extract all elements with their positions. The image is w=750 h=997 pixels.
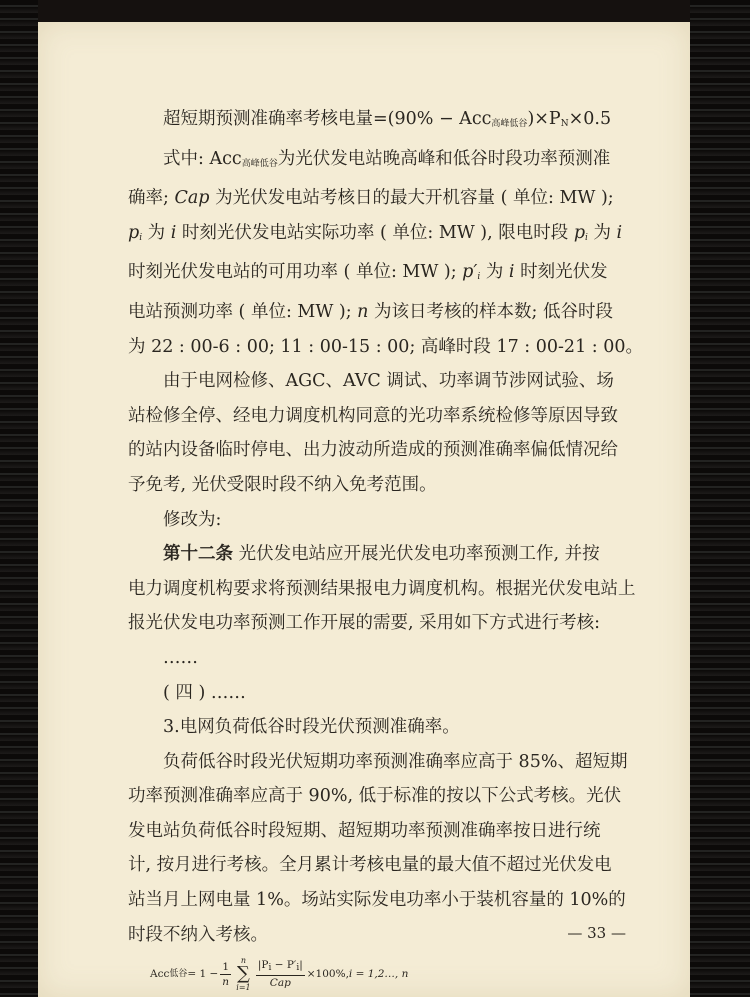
text: )×P [527,109,561,129]
text: 式中: Acc [163,148,242,169]
denominator: Cap [269,977,291,990]
text: 予免考, 光伏受限时段不纳入免考范围。 [128,474,437,495]
variable-n: n [357,301,369,322]
text: 报光伏发电功率预测工作开展的需要, 采用如下方式进行考核: [128,613,601,634]
text: 负荷低谷时段光伏短期功率预测准确率应高于 85%、超短期 [163,751,628,772]
text: 站检修全停、经电力调度机构同意的光功率系统检修等原因导致 [128,405,618,426]
scan-border-left [0,0,38,997]
text: 为光伏发电站晚高峰和低谷时段功率预测准 [277,148,611,169]
formula-eq: = 1 − [187,968,219,981]
paragraph-item-four [128,676,638,711]
text: 修改为: [163,509,222,530]
subscript: i [585,232,588,243]
text: 计, 按月进行考核。全月累计考核电量的最大值不超过光伏发电 [128,855,612,876]
denominator: n [222,975,230,988]
text: ( 四 ) …… [163,682,246,703]
scan-border-right [690,0,750,997]
paragraph-definitions [128,142,638,182]
text: 确率; [128,188,175,209]
paragraph-low-valley-rules-cont [128,779,638,952]
text: 时刻光伏发 [514,262,608,283]
paragraph-amend-heading [128,503,638,538]
variable-i: i [508,262,515,283]
formula-range: i = 1,2…, n [348,968,409,981]
text: 时刻光伏发电站实际功率 ( 单位: MW ), 限电时段 [176,222,574,243]
text: 3.电网负荷低谷时段光伏预测准确率。 [163,717,460,738]
subscript: i [296,963,300,974]
paragraph-exemptions [128,364,638,399]
text: 发电站负荷低谷时段短期、超短期功率预测准确率按日进行统 [128,820,601,841]
subscript: i [139,232,143,243]
subscript: 高峰低谷 [491,119,528,129]
text: 为 [142,222,171,243]
sum-upper: n [240,956,247,966]
sum-symbol: ∑ [237,963,250,985]
variable-p-prime: p′ [462,262,478,283]
text-time-periods: 为 22 : 00-6 : 00; 11 : 00-15 : 00; 高峰时段 17 : 00-21 : 00。 [128,336,643,357]
summation [235,956,252,992]
subscript: i [477,272,481,283]
subscript: 高峰低谷 [241,158,278,169]
text: 光伏发电站应开展光伏发电功率预测工作, 并按 [233,544,600,565]
text: | [299,959,303,972]
text: 的站内设备临时停电、出力波动所造成的预测准确率偏低情况给 [128,440,618,461]
text: 功率预测准确率应高于 90%, 低于标准的按以下公式考核。光伏 [128,786,622,807]
formula-acc-low-valley [128,956,638,992]
sum-lower: i=1 [236,983,251,993]
text: 时段不纳入考核。 [128,924,268,945]
text: 站当月上网电量 1%。场站实际发电功率小于装机容量的 10%的 [128,890,626,911]
paragraph-article-12-cont [128,572,638,641]
numerator [256,958,305,976]
paragraph-ellipsis [128,641,638,676]
text: 为 [480,262,509,283]
subscript: 低谷 [169,969,188,980]
paragraph-exemptions-cont [128,399,638,503]
paragraph-article-12 [128,537,638,572]
paragraph-definitions-cont [128,181,643,364]
numerator: 1 [222,960,230,973]
subscript: i [268,963,272,974]
text: 为该日考核的样本数; 低谷时段 [368,301,613,322]
text: 超短期预测准确率考核电量=(90% − Acc [163,109,492,129]
variable-i: i [616,222,623,243]
text: 由于电网检修、AGC、AVC 调试、功率调节涉网试验、场 [163,371,614,392]
page-number: — 33 — [567,924,626,942]
page-content [128,102,643,993]
text: 电力调度机构要求将预测结果报电力调度机构。根据光伏发电站上 [128,578,636,599]
text: …… [163,647,198,668]
text: − P′ [271,959,297,972]
article-number: 第十二条 [163,544,233,565]
text: 为 [587,222,617,243]
document-page [38,22,690,997]
variable-p: p [128,222,140,243]
fraction-one-over-n [220,960,231,989]
formula-lhs: Acc [150,968,170,981]
formula-tail: ×100%, [306,968,349,981]
text: 时刻光伏发电站的可用功率 ( 单位: MW ); [128,262,463,283]
text: 为光伏发电站考核日的最大开机容量 ( 单位: MW ); [209,188,614,209]
fraction-error-over-cap [256,958,305,990]
text: ×0.5 [568,109,612,129]
variable-p: p [573,222,586,243]
paragraph-item-three-heading [128,710,638,745]
paragraph-low-valley-rules [128,745,638,780]
text: 电站预测功率 ( 单位: MW ); [128,301,358,322]
subscript: N [560,119,569,129]
formula-line-ultra-short-assessment [128,102,638,142]
variable-i: i [170,222,177,243]
text: |P [257,959,269,972]
variable-cap: Cap [174,188,210,209]
